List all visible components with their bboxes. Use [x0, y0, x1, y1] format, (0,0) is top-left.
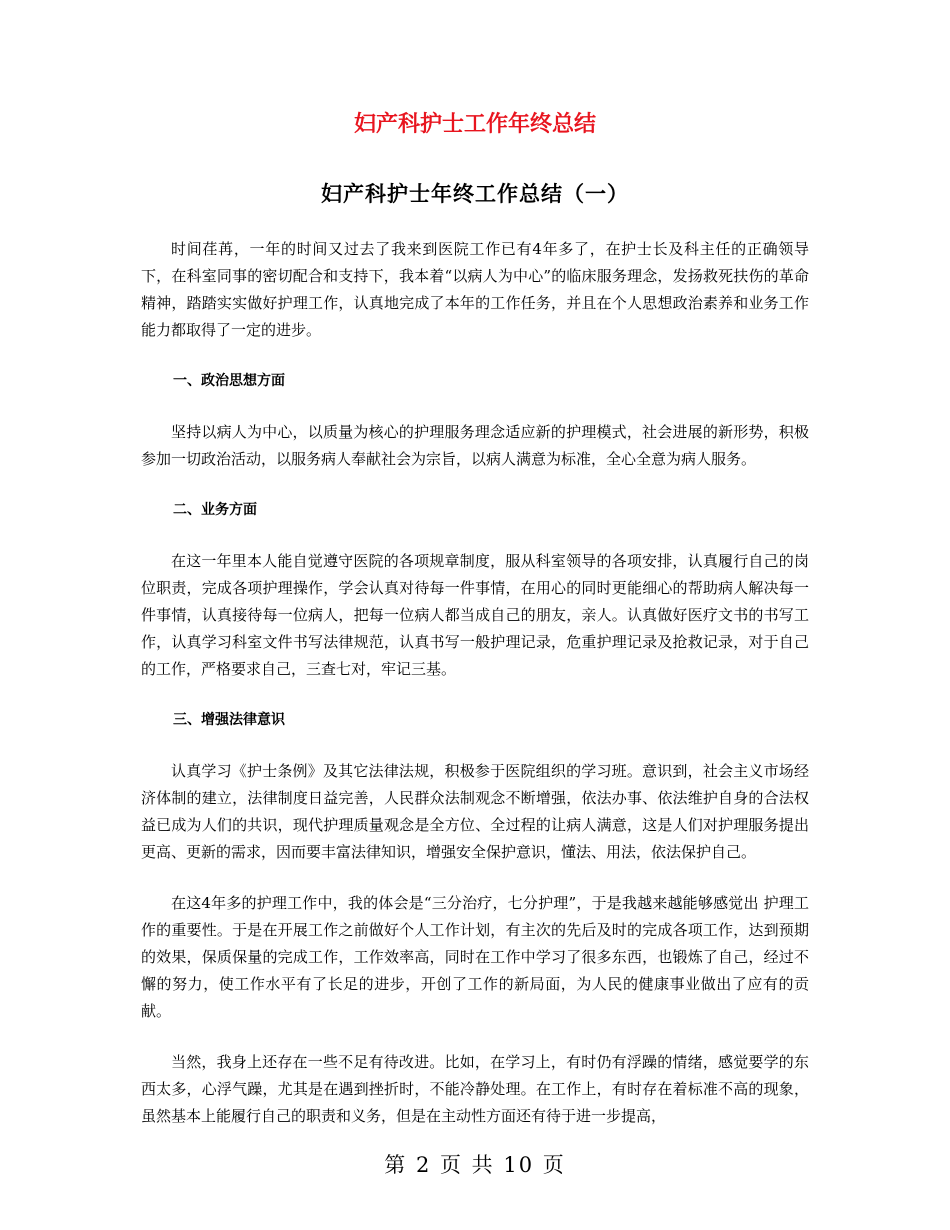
intro-paragraph: 时间荏苒，一年的时间又过去了我来到医院工作已有4年多了，在护士长及科主任的正确领导下，在科室同事的密切配合和支持下，我本着“以病人为中心”的临床服务理念，发扬救死扶伤的革命精神，踏踏实实做好护理工作，认真地完成了本年的工作任务，并且在个人思想政治素养和业务工作能力都取得了一定的进步。	[141, 240, 809, 339]
document-title: 妇产科护士工作年终总结	[353, 112, 596, 137]
section-heading-political: 一、政治思想方面	[173, 373, 285, 389]
section-body-political: 坚持以病人为中心，以质量为核心的护理服务理念适应新的护理模式，社会进展的新形势，积极参加一切政治活动，以服务病人奉献社会为宗旨，以病人满意为标准，全心全意为病人服务。	[141, 423, 809, 468]
section-body-business: 在这一年里本人能自觉遵守医院的各项规章制度，服从科室领导的各项安排，认真履行自己的岗位职责，完成各项护理操作，学会认真对待每一件事情，在用心的同时更能细心的帮助病人解决每一件事情，认真接待每一位病人，把每一位病人都当成自己的朋友，亲人。认真做好医疗文书的书写工作，认真学习科室文件书写法律规范，认真书写一般护理记录，危重护理记录及抢救记录，对于自己的工作，严格要求自己，三查七对，牢记三基。	[141, 552, 809, 678]
shortcomings-paragraph: 当然，我身上还存在一些不足有待改进。比如，在学习上，有时仍有浮躁的情绪，感觉要学的东西太多，心浮气躁，尤其是在遇到挫折时，不能冷静处理。在工作上，有时存在着标准不高的现象，虽然基本上能履行自己的职责和义务，但是在主动性方面还有待于进一步提高，	[141, 1053, 809, 1125]
section-heading-business: 二、业务方面	[173, 502, 257, 518]
section-heading-legal: 三、增强法律意识	[173, 712, 285, 728]
experience-paragraph: 在这4年多的护理工作中，我的体会是“三分治疗，七分护理”，于是我越来越能够感觉出 护理工作的重要性。于是在开展工作之前做好个人工作计划，有主次的先后及时的完成各项工作，达到预期的效果，保质保量的完成工作，工作效率高，同时在工作中学习了很多东西，也锻炼了自己，经过不懈的努力，使工作水平有了长足的进步，开创了工作的新局面，为人民的健康事业做出了应有的贡献。	[141, 894, 809, 1020]
document-body	[141, 236, 809, 1154]
page-number-footer: 第 2 页 共 10 页	[384, 1153, 566, 1177]
section-body-legal: 认真学习《护士条例》及其它法律法规，积极参于医院组织的学习班。意识到，社会主义市场经济体制的建立，法律制度日益完善，人民群众法制观念不断增强，依法办事、依法维护自身的合法权益已成为人们的共识，现代护理质量观念是全方位、全过程的让病人满意，这是人们对护理服务提出更高、更新的需求，因而要丰富法律知识，增强安全保护意识，懂法、用法，依法保护自己。	[141, 762, 809, 861]
document-subtitle: 妇产科护士年终工作总结（一）	[321, 181, 629, 206]
